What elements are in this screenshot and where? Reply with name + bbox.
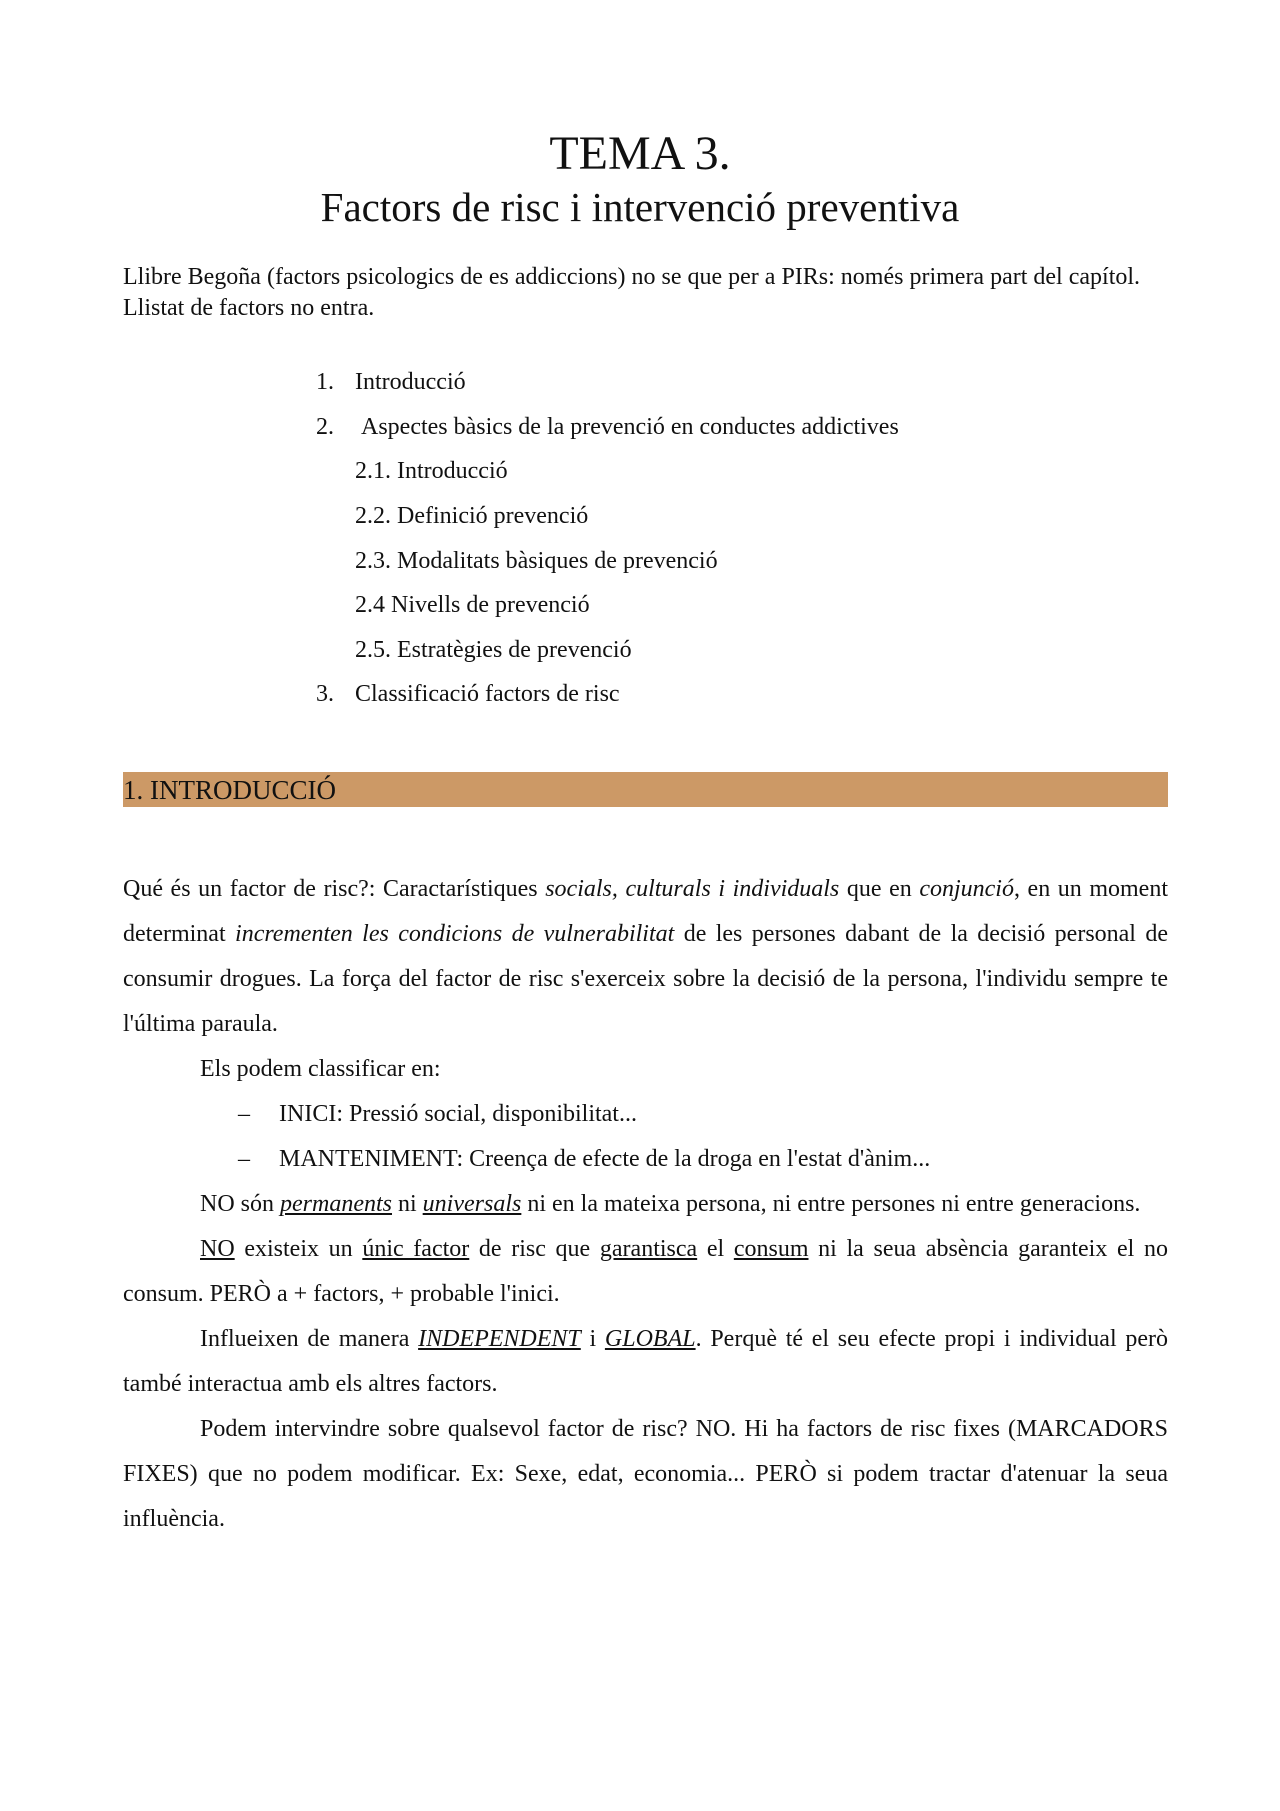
text-run: de les persones dabant de la decisió personal de consumir drogues. La força del factor de risc s'exerceix sobre la decisió de la persona, l'individu sempre te l'última paraula. [123, 921, 1169, 1037]
page-subtitle: Factors de risc i intervenció preventiva [320, 184, 960, 230]
underlined-text: garantisca [599, 1236, 698, 1262]
dash-bullet: – [238, 1146, 250, 1172]
underlined-text: NO [200, 1236, 235, 1262]
text-run: ni en la mateixa persona, ni entre persones ni entre generacions. [521, 1191, 1141, 1217]
toc-label: Aspectes bàsics de la prevenció en conductes addictives [361, 414, 899, 440]
emphasis-text: incrementen les condicions de vulnerabilitat [235, 921, 675, 947]
text-run: ni [392, 1191, 423, 1217]
toc-label: 2.1. Introducció [355, 458, 508, 484]
toc-number: 3. [316, 681, 334, 707]
text-run: existeix un [234, 1236, 363, 1262]
text-run: que en [839, 876, 920, 902]
section-body [123, 867, 1168, 1542]
list-item [123, 1137, 1168, 1182]
emphasis-text: universals [422, 1191, 522, 1217]
text-run: i [580, 1326, 605, 1352]
page-title: TEMA 3. [549, 127, 731, 180]
paragraph-intervention: Podem intervindre sobre qualsevol factor de risc? NO. Hi ha factors de risc fixes (MARCADORS FIXES) que no podem modificar. Ex: Sexe, edat, economia... PERÒ si podem tractar d'atenuar la seua influència. [123, 1416, 1168, 1532]
list-item-text: MANTENIMENT: Creença de efecte de la droga en l'estat d'ànim... [279, 1146, 931, 1172]
list-item-text: INICI: Pressió social, disponibilitat... [279, 1101, 637, 1127]
paragraph-independent-global [123, 1317, 1168, 1407]
text-run: el [697, 1236, 734, 1262]
text-run: NO són [200, 1191, 281, 1217]
text-run: , en un moment determinat [123, 876, 1169, 947]
toc-label: 2.2. Definició prevenció [355, 503, 589, 529]
dash-bullet: – [238, 1101, 250, 1127]
list-item [123, 1092, 1168, 1137]
toc-label: 2.4 Nivells de prevenció [355, 592, 590, 618]
text-run: . Perquè té el seu efecte propi i individual però també interactua amb els altres factors. [123, 1326, 1169, 1397]
text-run: ni la seua absència garanteix el no consum. PERÒ a + factors, + probable l'inici. [123, 1236, 1169, 1307]
text-run: de risc que [469, 1236, 600, 1262]
emphasis-text: socials, culturals i individuals [545, 876, 840, 902]
toc-label: Classificació factors de risc [355, 681, 620, 707]
paragraph-no-unique-factor [123, 1227, 1168, 1317]
toc-number: 1. [316, 369, 334, 395]
emphasis-text: GLOBAL [604, 1326, 696, 1352]
section-heading-introduccio: 1. INTRODUCCIÓ [123, 772, 1168, 807]
toc-label: Introducció [355, 369, 466, 395]
toc-label: 2.5. Estratègies de prevenció [355, 637, 632, 663]
paragraph-definition [123, 867, 1168, 1047]
emphasis-text: conjunció [919, 876, 1014, 902]
paragraph-not-permanent [123, 1182, 1168, 1227]
text-run: Influeixen de manera [200, 1326, 419, 1352]
underlined-text: consum [733, 1236, 809, 1262]
text-run: Qué és un factor de risc?: Caractarístiques [123, 876, 546, 902]
intro-note: Llibre Begoña (factors psicologics de es addiccions) no se que per a PIRs: només primera part del capítol. Llistat de factors no entra. [123, 264, 1141, 321]
emphasis-text: permanents [280, 1191, 392, 1217]
toc-label: 2.3. Modalitats bàsiques de prevenció [355, 548, 718, 574]
underlined-text: únic factor [362, 1236, 470, 1262]
toc-number: 2. [316, 414, 334, 440]
classify-intro: Els podem classificar en: [200, 1056, 441, 1082]
emphasis-text: INDEPENDENT [418, 1326, 581, 1352]
